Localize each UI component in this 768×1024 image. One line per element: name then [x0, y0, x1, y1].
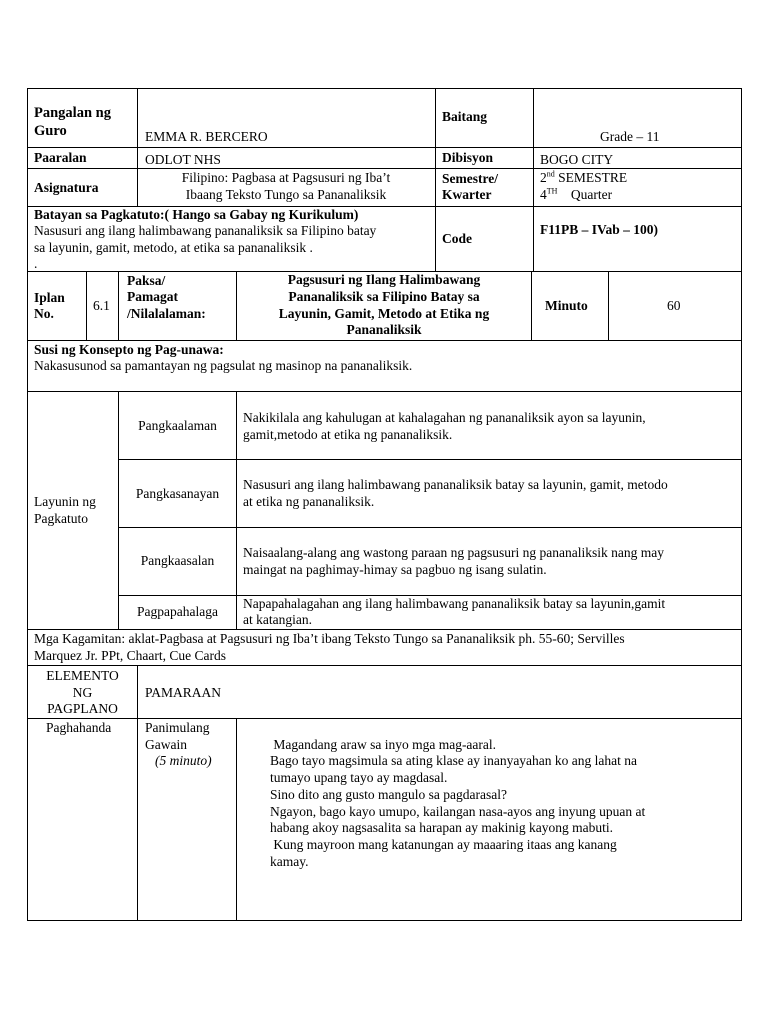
rule — [741, 88, 742, 921]
objective-domain: Pangkasanayan — [135, 486, 220, 501]
element-header-3: PAGPLANO — [47, 701, 118, 716]
topic-line-2: Pananaliksik sa Filipino Batay sa — [288, 289, 480, 304]
code-value: F11PB – IVab – 100) — [540, 222, 659, 237]
rule — [86, 271, 87, 340]
rule — [435, 88, 436, 271]
materials-line-1: Mga Kagamitan: aklat-Pagbasa at Pagsusuri ng Iba’t ibang Teksto Tungo sa Pananaliksik ph. 55-60; Servilles — [34, 631, 625, 646]
concept-text: Nakasusunod sa pamantayan ng pagsulat ng masinop na pananaliksik. — [34, 358, 413, 373]
rule — [533, 88, 534, 271]
rule — [608, 271, 609, 340]
rule — [118, 527, 742, 528]
quarter-suffix: TH — [546, 186, 558, 196]
materials-line-2: Marquez Jr. PPt, Chaart, Cue Cards — [34, 648, 226, 663]
topic-line-4: Pananaliksik — [346, 322, 422, 337]
teacher-name: EMMA R. BERCERO — [145, 129, 268, 144]
objective-text: Napapahalagahan ang ilang halimbawang pananaliksik batay sa layunin,gamit — [243, 596, 666, 611]
semester-label: Semestre/ — [442, 171, 498, 186]
rule — [27, 88, 28, 921]
objective-domain: Pagpapahalaga — [137, 604, 218, 619]
quarter-word: Quarter — [557, 187, 613, 202]
rule — [236, 718, 237, 920]
script-line: tumayo upang tayo ay magdasal. — [270, 770, 448, 785]
script-line: Ngayon, bago kayo umupo, kailangan nasa-ayos ang inyung upuan at — [270, 804, 646, 819]
rule — [137, 88, 138, 206]
rule — [27, 920, 742, 921]
plan-label-1: Iplan — [34, 290, 65, 305]
phase-label: Paghahanda — [46, 720, 112, 735]
rule — [27, 391, 742, 392]
plan-number: 6.1 — [93, 298, 110, 313]
school-value: ODLOT NHS — [145, 152, 221, 167]
rule — [236, 391, 237, 629]
rule — [27, 168, 742, 169]
basis-line-1: Nasusuri ang ilang halimbawang pananaliksik sa Filipino batay — [34, 223, 377, 238]
activity-time: (5 minuto) — [155, 753, 212, 768]
basis-line-3: . — [34, 256, 38, 271]
rule — [118, 459, 742, 460]
objective-text: at katangian. — [243, 612, 312, 627]
objective-domain: Pangkaasalan — [140, 553, 215, 568]
element-header-2: NG — [72, 685, 93, 700]
basis-line-2: sa layunin, gamit, metodo, at etika sa pananaliksik . — [34, 240, 313, 255]
topic-line-3: Layunin, Gamit, Metodo at Etika ng — [278, 306, 490, 321]
rule — [27, 147, 742, 148]
plan-label-2: No. — [34, 306, 54, 321]
quarter-label: Kwarter — [442, 187, 492, 202]
rule — [27, 340, 742, 341]
division-value: BOGO CITY — [540, 152, 614, 167]
rule — [27, 665, 742, 666]
objective-text: at etika ng pananaliksik. — [243, 494, 375, 509]
topic-label-3: /Nilalalaman: — [127, 306, 206, 321]
semester-number: 2 — [540, 170, 547, 185]
basis-title: Batayan sa Pagkatuto:( Hango sa Gabay ng Kurikulum) — [34, 207, 359, 222]
subject-label: Asignatura — [34, 180, 99, 195]
rule — [137, 665, 138, 920]
method-header: PAMARAAN — [145, 685, 222, 700]
subject-line-1: Filipino: Pagbasa at Pagsusuri ng Iba’t — [181, 170, 391, 185]
script-line: Sino dito ang gusto mangulo sa pagdarasal? — [270, 787, 507, 802]
grade-label: Baitang — [442, 109, 488, 124]
semester-word: SEMESTRE — [554, 170, 628, 185]
school-label: Paaralan — [34, 150, 87, 165]
topic-line-1: Pagsusuri ng Ilang Halimbawang — [287, 272, 481, 287]
element-header-1: ELEMENTO — [46, 668, 119, 683]
minutes-label: Minuto — [545, 298, 588, 313]
semester-value — [540, 170, 627, 186]
script-line: Bago tayo magsimula sa ating klase ay inanyayahan ko ang lahat na — [270, 753, 638, 768]
script-line: Magandang araw sa inyo mga mag-aaral. — [270, 737, 497, 752]
rule — [27, 629, 742, 630]
objective-text: maingat na paghimay-himay sa pagbuo ng isang sulatin. — [243, 562, 547, 577]
concept-title: Susi ng Konsepto ng Pag-unawa: — [34, 342, 224, 357]
subject-line-2: Ibaang Teksto Tungo sa Pananaliksik — [185, 187, 387, 202]
rule — [27, 88, 742, 89]
objectives-label-2: Pagkatuto — [34, 511, 88, 526]
rule — [118, 271, 119, 340]
quarter-value — [540, 187, 612, 203]
teacher-label: Pangalan ng Guro — [34, 105, 111, 139]
grade-value: Grade – 11 — [600, 129, 660, 144]
division-label: Dibisyon — [442, 150, 494, 165]
rule — [531, 271, 532, 340]
topic-label-1: Paksa/ — [127, 273, 166, 288]
objectives-label-1: Layunin ng — [34, 494, 96, 509]
objective-text: Nasusuri ang ilang halimbawang pananaliksik batay sa layunin, gamit, metodo — [243, 477, 668, 492]
script-line: Kung mayroon mang katanungan ay maaaring itaas ang kanang — [270, 837, 617, 852]
rule — [27, 718, 742, 719]
objective-text: gamit,metodo at etika ng pananaliksik. — [243, 427, 453, 442]
quarter-number: 4 — [540, 187, 547, 202]
objective-text: Naisaalang-alang ang wastong paraan ng pagsusuri ng pananaliksik nang may — [243, 545, 664, 560]
semester-suffix: nd — [546, 169, 555, 179]
activity-label-1: Panimulang — [145, 720, 210, 735]
rule — [236, 271, 237, 340]
objective-text: Nakikilala ang kahulugan at kahalagahan ng pananaliksik ayon sa layunin, — [243, 410, 646, 425]
objective-domain: Pangkaalaman — [138, 418, 217, 433]
code-label: Code — [442, 231, 472, 246]
activity-label-2: Gawain — [145, 737, 187, 752]
script-line: kamay. — [270, 854, 309, 869]
script-line: habang akoy nagsasalita sa harapan ay makinig kayong mabuti. — [270, 820, 614, 835]
minutes-value: 60 — [667, 298, 681, 313]
topic-label-2: Pamagat — [127, 289, 178, 304]
